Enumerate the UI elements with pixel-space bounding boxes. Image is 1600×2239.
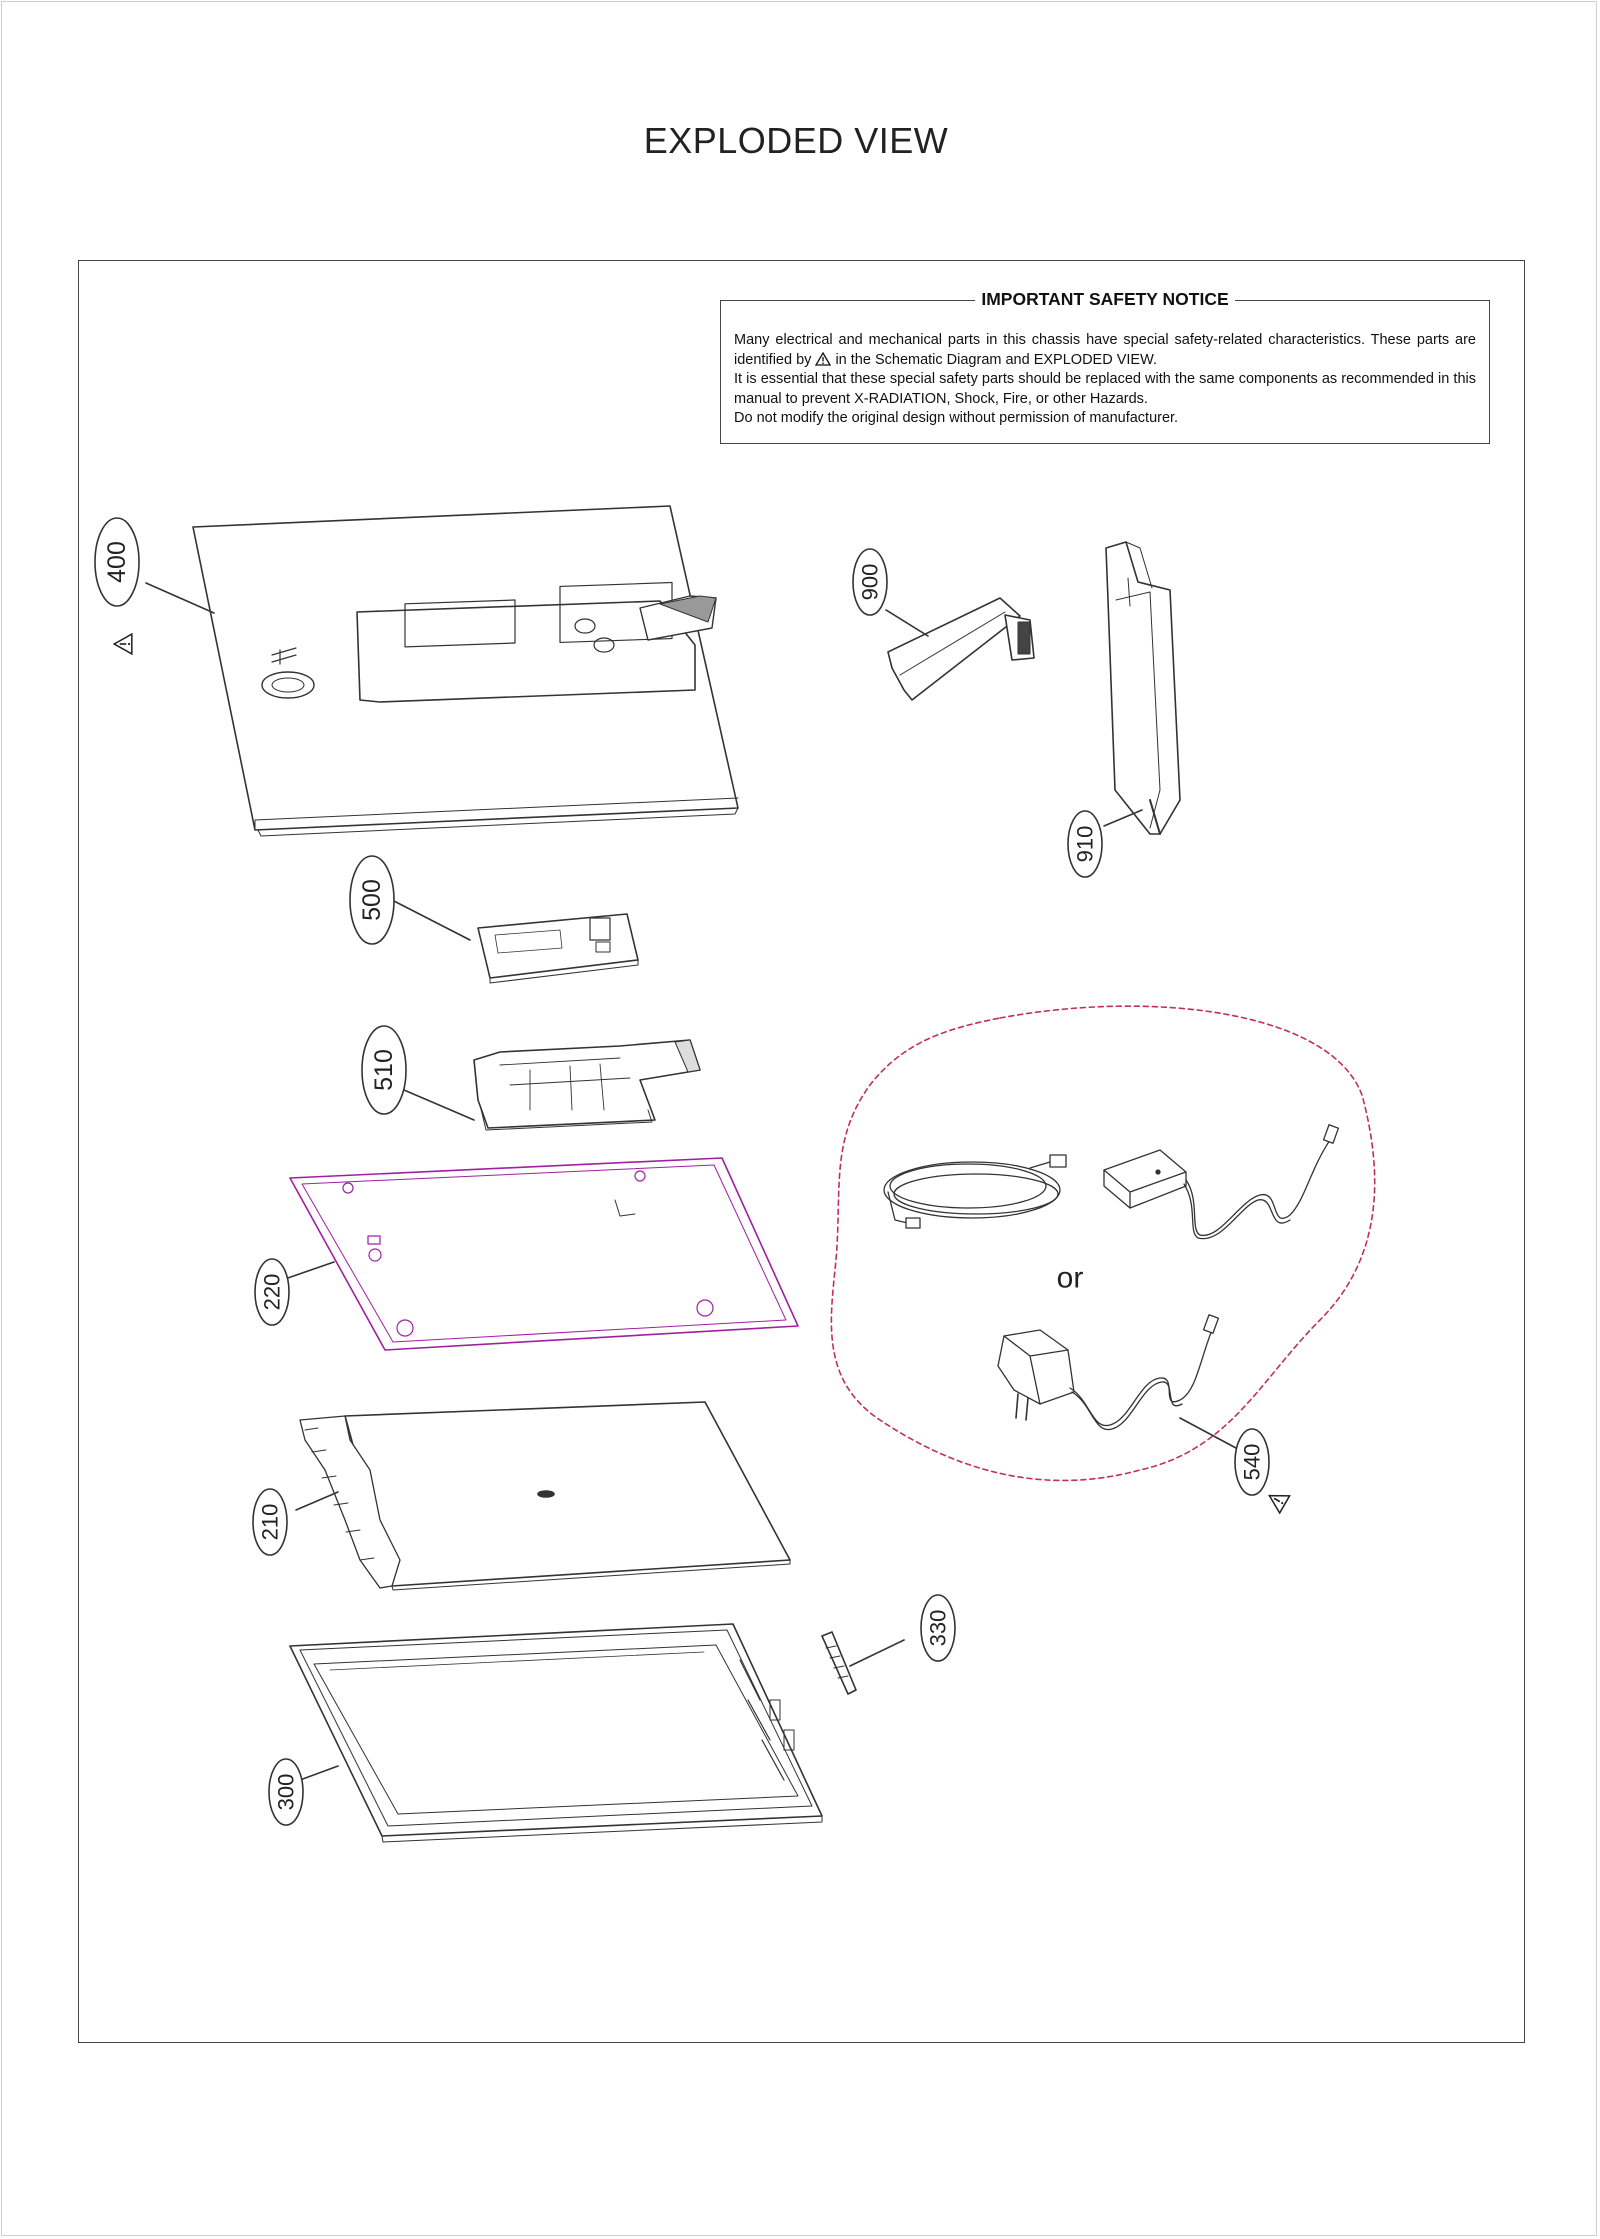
safety-notice-line1a: Many electrical and mechanical parts in this chassis have special safety-related characteristics. These parts are identified by xyxy=(734,332,1476,368)
callout-540 xyxy=(1235,1429,1269,1495)
callout-510-label: 510 xyxy=(370,1049,398,1091)
callout-900-label: 900 xyxy=(857,563,883,601)
callout-910-label: 910 xyxy=(1072,825,1098,863)
leader-540 xyxy=(1180,1418,1236,1448)
callout-910 xyxy=(1068,811,1102,877)
leader-220 xyxy=(282,1262,334,1280)
button-bracket-part xyxy=(822,1632,856,1694)
stand-neck-part xyxy=(888,598,1034,700)
callout-330 xyxy=(921,1595,955,1661)
leader-330 xyxy=(850,1640,904,1666)
accessory-or-label: or xyxy=(1056,1261,1084,1295)
adapter-brick-part xyxy=(1104,1125,1338,1239)
callout-220-label: 220 xyxy=(259,1273,285,1311)
warning-triangle-icon xyxy=(1264,1487,1289,1513)
callout-500-label: 500 xyxy=(358,879,386,921)
leader-900 xyxy=(886,610,928,636)
callout-400-label: 400 xyxy=(103,541,131,583)
leader-510 xyxy=(404,1090,474,1120)
callout-210-label: 210 xyxy=(257,1503,283,1541)
accessory-group-outline xyxy=(831,1006,1374,1480)
callout-300-label: 300 xyxy=(273,1773,299,1811)
front-cabinet-part xyxy=(290,1624,822,1842)
leader-400 xyxy=(146,583,214,613)
callout-210 xyxy=(253,1489,287,1555)
leader-210 xyxy=(296,1492,338,1510)
back-cover-part xyxy=(193,506,738,836)
lcd-panel-part xyxy=(300,1402,790,1590)
callout-300 xyxy=(269,1759,303,1825)
wall-adapter-part xyxy=(998,1315,1218,1430)
frame-part xyxy=(290,1158,798,1350)
callout-400 xyxy=(95,518,139,606)
callout-330-label: 330 xyxy=(925,1609,951,1647)
callout-500 xyxy=(350,856,394,944)
safety-notice-title: IMPORTANT SAFETY NOTICE xyxy=(975,289,1234,309)
callout-900 xyxy=(853,549,887,615)
page-title: EXPLODED VIEW xyxy=(643,120,949,161)
shield-bracket-part xyxy=(474,1040,700,1130)
warning-triangle-icon xyxy=(114,634,132,654)
safety-notice-line1b: in the Schematic Diagram and EXPLODED VIEW. xyxy=(835,351,1158,368)
safety-notice-line3: Do not modify the original design without permission of manufacturer. xyxy=(734,410,1179,426)
stand-base-part xyxy=(1106,542,1180,834)
safety-notice-line2: It is essential that these special safety parts should be replaced with the same components as recommended in this manual to prevent X-RADIATION, Shock, Fire, or other Hazards. xyxy=(734,371,1476,407)
callout-220 xyxy=(255,1259,289,1325)
leader-500 xyxy=(392,900,470,940)
callout-510 xyxy=(362,1026,406,1114)
callout-540-label: 540 xyxy=(1239,1443,1265,1481)
main-board-part xyxy=(478,914,638,983)
power-cord-part xyxy=(884,1155,1066,1228)
leader-300 xyxy=(300,1766,338,1780)
